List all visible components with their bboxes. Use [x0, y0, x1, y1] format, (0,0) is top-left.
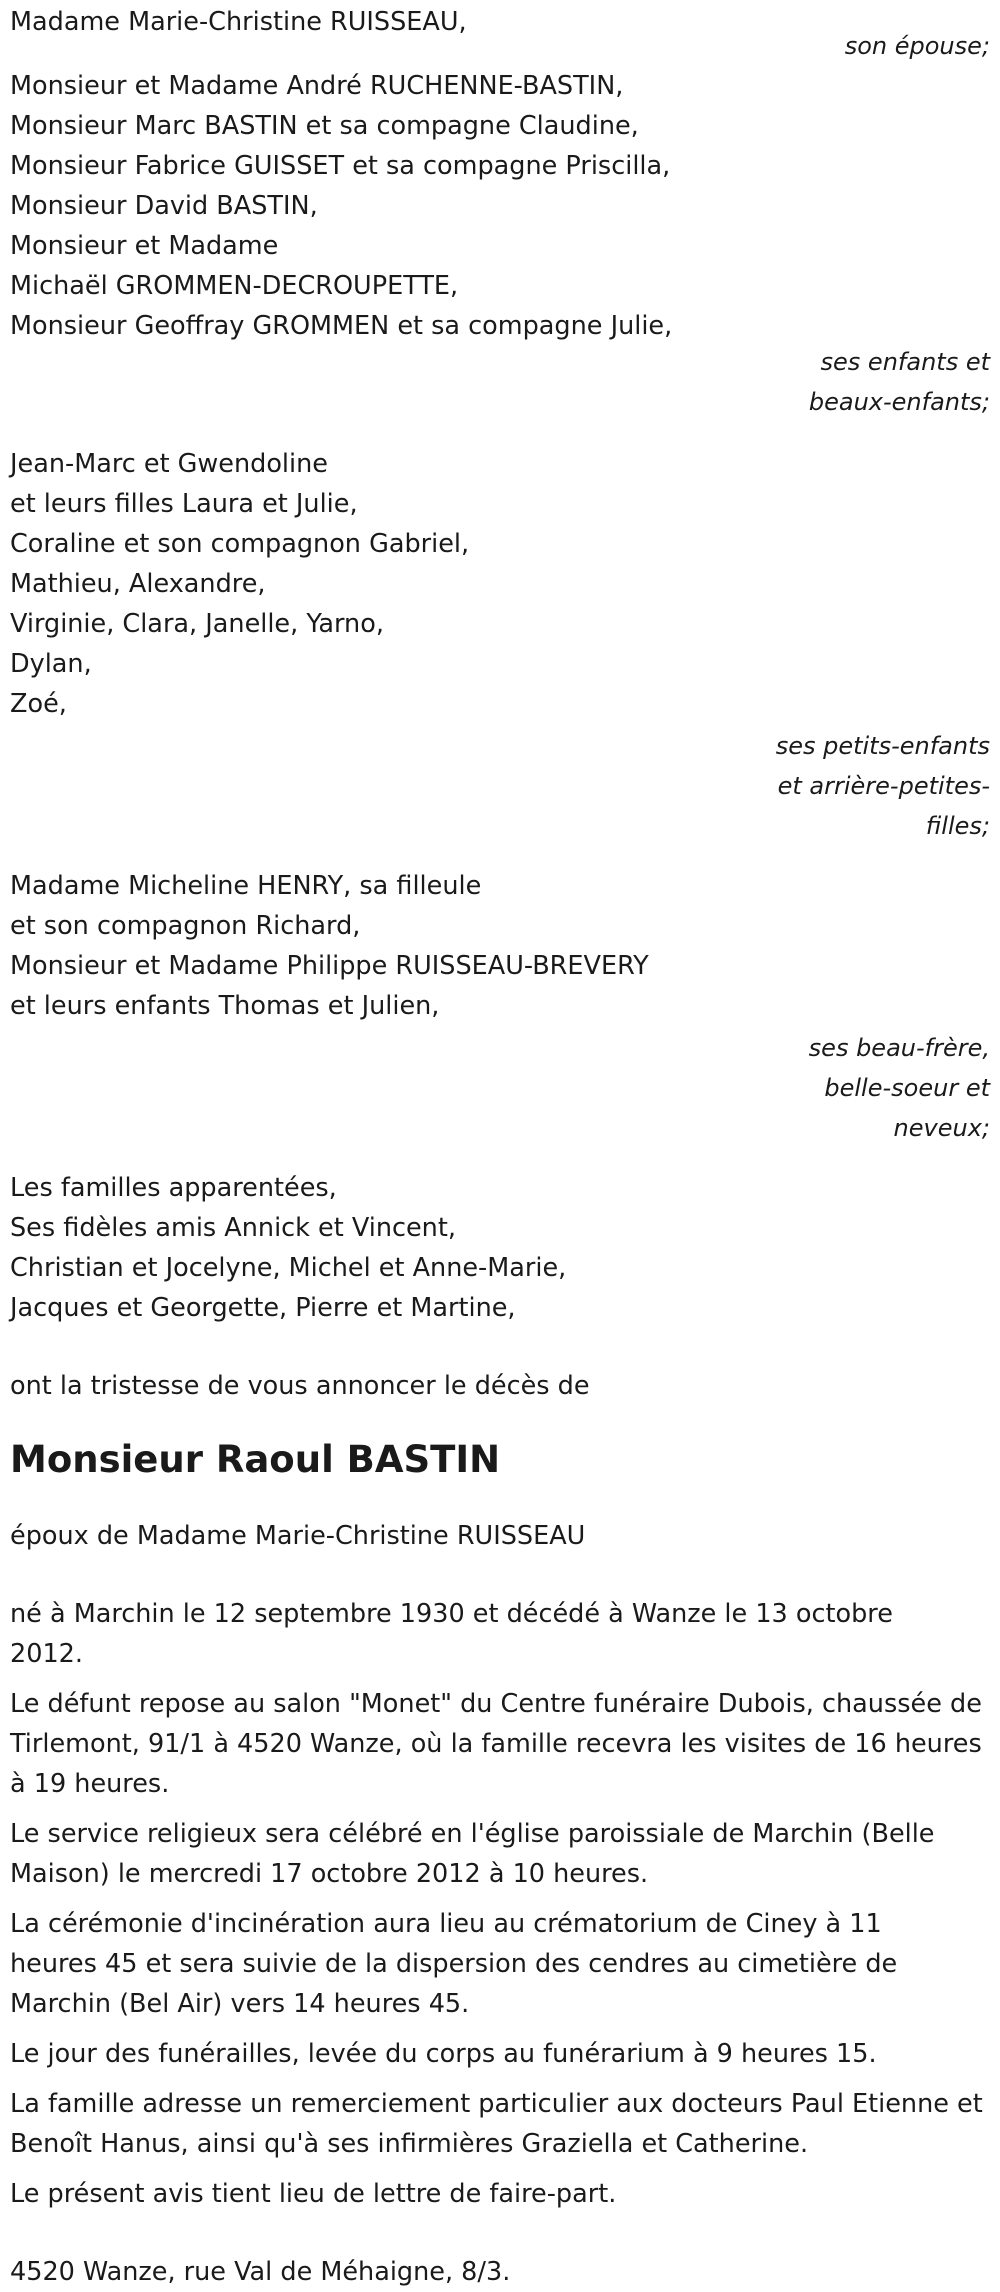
family-line: et leurs filles Laura et Julie, [10, 489, 358, 519]
relationship-label: ses beau-frère, [808, 1034, 990, 1062]
family-line: Monsieur et Madame Philippe RUISSEAU-BREVERY [10, 951, 649, 981]
resting-place-paragraph: Le défunt repose au salon "Monet" du Centre funéraire Dubois, chaussée de Tirlemont, 91/1 à 4520 Wanze, où la famille recevra les visites de 16 heures à 19 heures. [10, 1689, 982, 1799]
family-line: Monsieur Geoffray GROMMEN et sa compagne Julie, [10, 311, 673, 341]
family-line: Monsieur et Madame André RUCHENNE-BASTIN, [10, 71, 624, 101]
notice-paragraph: Le présent avis tient lieu de lettre de faire-part. [10, 2179, 617, 2209]
birth-death-paragraph: né à Marchin le 12 septembre 1930 et décédé à Wanze le 13 octobre 2012. [10, 1599, 893, 1669]
relationship-label: filles; [925, 812, 990, 840]
family-group-grandchildren [10, 444, 990, 846]
family-line: Ses fidèles amis Annick et Vincent, [10, 1213, 456, 1243]
family-line: Jacques et Georgette, Pierre et Martine, [10, 1293, 516, 1323]
family-group-spouse [10, 7, 990, 61]
relationship-label: beaux-enfants; [808, 388, 990, 416]
family-line: Christian et Jocelyne, Michel et Anne-Marie, [10, 1253, 567, 1283]
cremation-paragraph: La cérémonie d'incinération aura lieu au crématorium de Ciney à 11 heures 45 et sera suivie de la dispersion des cendres au cimetière de Marchin (Bel Air) vers 14 heures 45. [10, 1909, 898, 2019]
relationship-label: ses enfants et [820, 348, 990, 376]
relationship-label: son épouse; [844, 32, 990, 60]
funeral-day-paragraph: Le jour des funérailles, levée du corps au funérarium à 9 heures 15. [10, 2039, 877, 2069]
family-line: Dylan, [10, 649, 92, 679]
family-line: Monsieur David BASTIN, [10, 191, 318, 221]
family-line: Monsieur et Madame [10, 231, 279, 261]
family-line: et son compagnon Richard, [10, 911, 361, 941]
thanks-paragraph: La famille adresse un remerciement particulier aux docteurs Paul Etienne et Benoît Hanus, ainsi qu'à ses infirmières Graziella et Catherine. [10, 2089, 983, 2159]
family-line: Madame Marie-Christine RUISSEAU, [10, 7, 467, 37]
family-line: Monsieur Fabrice GUISSET et sa compagne Priscilla, [10, 151, 671, 181]
family-line: Monsieur Marc BASTIN et sa compagne Claudine, [10, 111, 639, 141]
family-line: Virginie, Clara, Janelle, Yarno, [10, 609, 384, 639]
family-line: Michaël GROMMEN-DECROUPETTE, [10, 271, 459, 301]
relationship-label: et arrière-petites- [777, 772, 990, 800]
family-group-in-laws [10, 866, 990, 1148]
address: 4520 Wanze, rue Val de Méhaigne, 8/3. [10, 2257, 511, 2287]
family-line: Zoé, [10, 689, 67, 719]
relationship-label: ses petits-enfants [775, 732, 990, 760]
family-line: Coraline et son compagnon Gabriel, [10, 529, 470, 559]
family-line: Jean-Marc et Gwendoline [10, 449, 328, 479]
family-line: et leurs enfants Thomas et Julien, [10, 991, 440, 1021]
details-section [10, 1594, 990, 2214]
deceased-name: Monsieur Raoul BASTIN [10, 1438, 501, 1481]
family-group-children [10, 66, 990, 422]
spouse-line: époux de Madame Marie-Christine RUISSEAU [10, 1521, 586, 1551]
announcement-text: ont la tristesse de vous annoncer le décès de [10, 1371, 590, 1401]
family-line: Mathieu, Alexandre, [10, 569, 266, 599]
family-line: Madame Micheline HENRY, sa filleule [10, 871, 482, 901]
relationship-label: neveux; [893, 1114, 990, 1142]
family-line: Les familles apparentées, [10, 1173, 337, 1203]
religious-service-paragraph: Le service religieux sera célébré en l'église paroissiale de Marchin (Belle Maison) le mercredi 17 octobre 2012 à 10 heures. [10, 1819, 935, 1889]
family-group-friends [10, 1168, 990, 1328]
relationship-label: belle-soeur et [824, 1074, 990, 1102]
